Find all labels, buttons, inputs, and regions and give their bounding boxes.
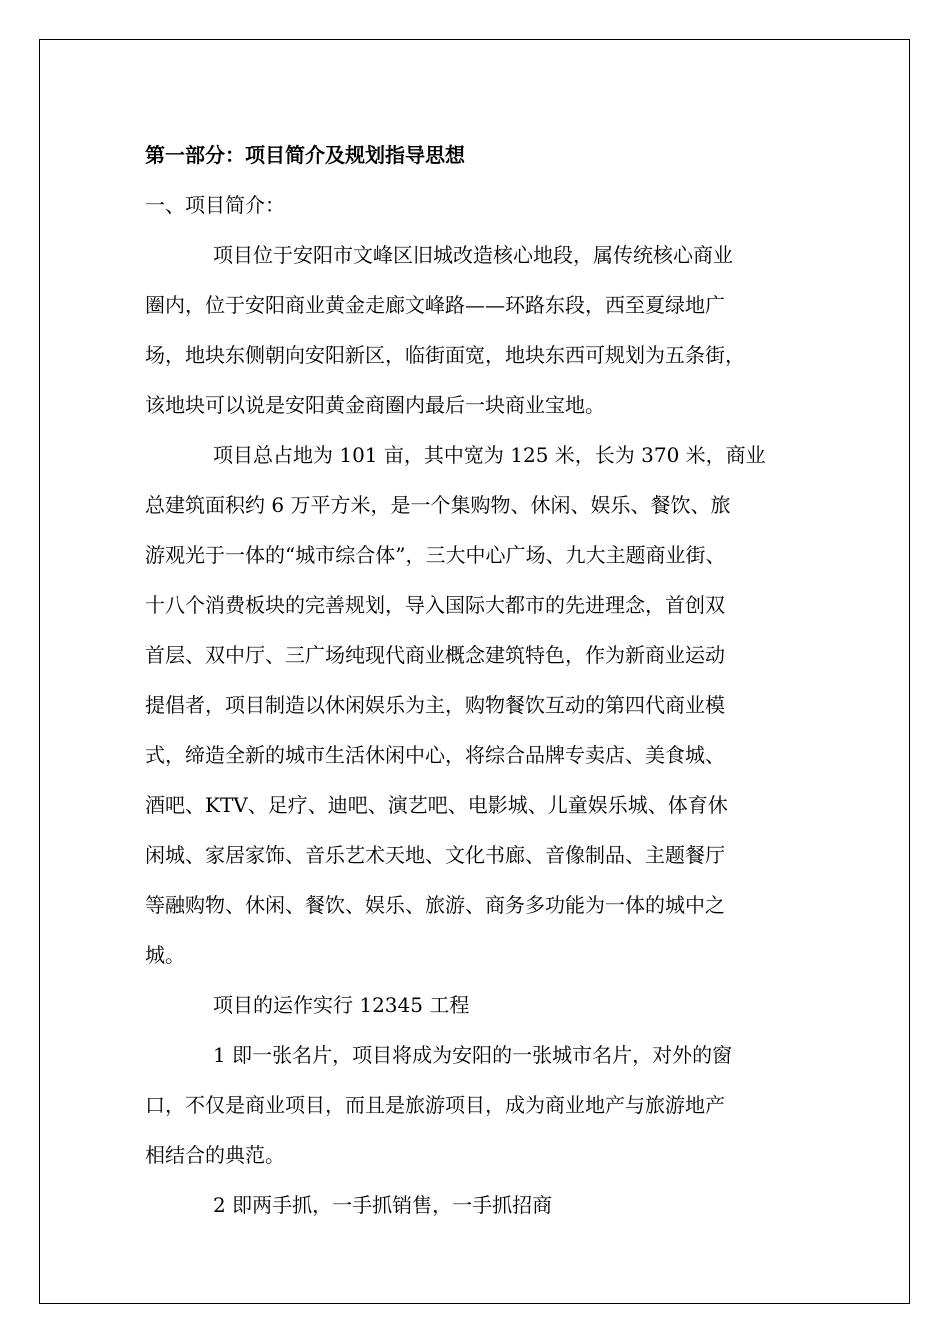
paragraph-line: 项目位于安阳市文峰区旧城改造核心地段，属传统核心商业 [213,243,733,267]
paragraph-line: 酒吧、KTV、足疗、迪吧、演艺吧、电影城、儿童娱乐城、体育休 [145,793,728,817]
paragraph-line: 项目总占地为 101 亩，其中宽为 125 米，长为 370 米，商业 [213,443,766,467]
paragraph-line: 相结合的典范。 [145,1143,285,1167]
paragraph-line: 2 即两手抓，一手抓销售，一手抓招商 [213,1193,553,1217]
paragraph-line: 该地块可以说是安阳黄金商圈内最后一块商业宝地。 [145,393,605,417]
paragraph-project-12345 [145,980,815,1030]
paragraph-location [145,230,815,430]
paragraph-line: 游观光于一体的“城市综合体”，三大中心广场、九大主题商业街、 [145,543,726,567]
paragraph-line: 1 即一张名片，项目将成为安阳的一张城市名片，对外的窗 [213,1043,733,1067]
document-body [145,130,815,1230]
paragraph-line: 城。 [145,943,185,967]
section-title: 一、项目简介： [145,193,285,217]
paragraph-line: 提倡者，项目制造以休闲娱乐为主，购物餐饮互动的第四代商业模 [145,693,725,717]
paragraph-line: 闲城、家居家饰、音乐艺术天地、文化书廊、音像制品、主题餐厅 [145,843,725,867]
document-heading: 第一部分：项目简介及规划指导思想 [145,143,465,167]
paragraph-line: 圈内，位于安阳商业黄金走廊文峰路——环路东段，西至夏绿地广 [145,293,725,317]
paragraph-item-1 [145,1030,815,1180]
paragraph-line: 等融购物、休闲、餐饮、娱乐、旅游、商务多功能为一体的城中之 [145,893,725,917]
paragraph-line: 首层、双中厅、三广场纯现代商业概念建筑特色，作为新商业运动 [145,643,725,667]
paragraph-line: 场，地块东侧朝向安阳新区，临街面宽，地块东西可规划为五条街， [145,343,745,367]
paragraph-line: 项目的运作实行 12345 工程 [213,993,470,1017]
paragraph-overview [145,430,815,980]
paragraph-line: 十八个消费板块的完善规划，导入国际大都市的先进理念，首创双 [145,593,725,617]
paragraph-line: 式，缔造全新的城市生活休闲中心，将综合品牌专卖店、美食城、 [145,743,725,767]
paragraph-item-2 [145,1180,815,1230]
paragraph-line: 口，不仅是商业项目，而且是旅游项目，成为商业地产与旅游地产 [145,1093,725,1117]
paragraph-line: 总建筑面积约 6 万平方米，是一个集购物、休闲、娱乐、餐饮、旅 [145,493,731,517]
